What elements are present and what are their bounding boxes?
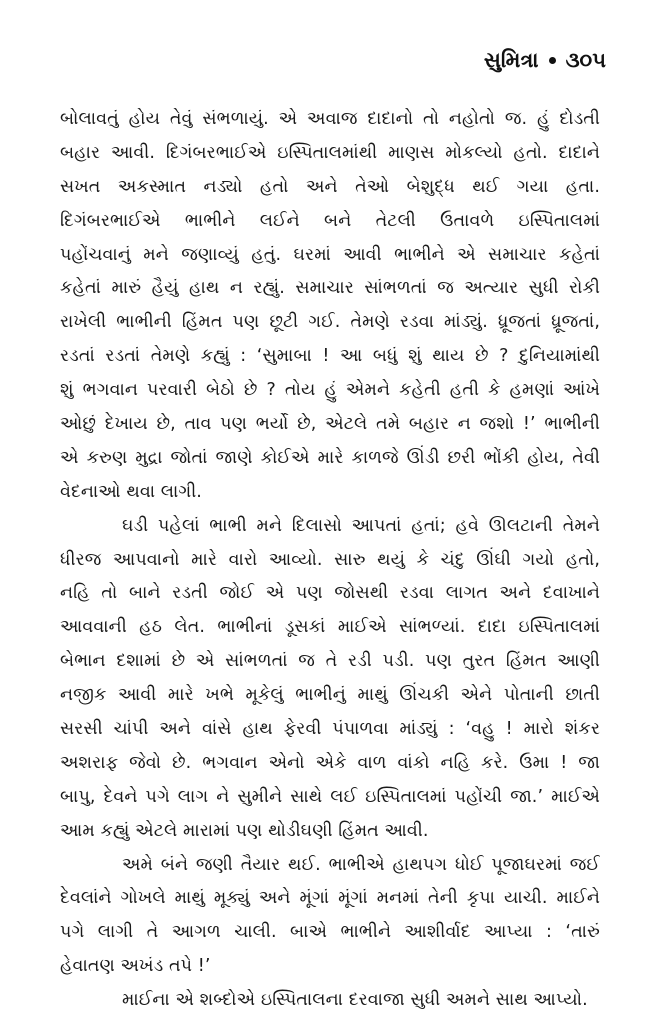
text-line: બેભાન દશામાં છે એ સાંભળતાં જ તે રડી પડી. પણ તુરત હિંમત આણી — [60, 651, 600, 672]
body-text — [60, 103, 600, 1018]
text-line: પહોંચવાનું મને જણાવ્યું હતું. ઘરમાં આવી ભાભીને એ સમાચાર કહેતાં — [60, 244, 600, 265]
page-number: ૩૦૫ — [565, 48, 606, 72]
text-line: અમે બંને જણી તૈયાર થઈ. ભાભીએ હાથપગ ધોઈ પૂજાઘરમાં જઈ — [122, 854, 600, 875]
bullet-separator — [549, 57, 556, 64]
text-line: માઈના એ શબ્દોએ ઇસ્પિતાલના દરવાજા સુધી અમને સાથ આપ્યો. — [122, 990, 588, 1011]
text-line: રડતાં રડતાં તેમણે કહ્યું : ‘સુમાબા ! આ બધું શું થાય છે ? દુનિયામાંથી — [60, 346, 600, 367]
running-header — [484, 48, 606, 73]
text-line: આવવાની હઠ લેત. ભાભીનાં ડૂસકાં માઈએ સાંભળ્યાં. દાદા ઇસ્પિતાલમાં — [60, 617, 600, 638]
text-line: ઘડી પહેલાં ભાભી મને દિલાસો આપતાં હતાં; હવે ઊલટાની તેમને — [122, 515, 600, 536]
text-line: દિગંબરભાઈએ ભાભીને લઈને બને તેટલી ઉતાવળે ઇસ્પિતાલમાં — [60, 210, 600, 231]
text-line: નજીક આવી મારે ખભે મૂકેલું ભાભીનું માથું ઊંચકી એને પોતાની છાતી — [60, 685, 600, 706]
text-line: ઓછું દેખાય છે, તાવ પણ ભર્યો છે, એટલે તમે બહાર ન જશો !’ ભાભીની — [60, 414, 600, 435]
text-line: અશરાફ જેવો છે. ભગવાન એનો એકે વાળ વાંકો નહિ કરે. ઉમા ! જા — [60, 752, 600, 773]
text-line: વેદનાઓ થવા લાગી. — [60, 481, 202, 502]
text-line: ધીરજ આપવાનો મારે વારો આવ્યો. સારુ થયું કે ચંદુ ઊંઘી ગયો હતો, — [60, 549, 600, 570]
text-line: બોલાવતું હોય તેવું સંભળાયું. એ અવાજ દાદાનો તો નહોતો જ. હું દોડતી — [60, 109, 600, 129]
book-title: સુમિત્રા — [483, 48, 539, 72]
text-line: નહિ તો બાને રડતી જોઈ એ પણ જોસથી રડવા લાગત અને દવાખાને — [60, 583, 600, 604]
text-line: એ કરુણ મુદ્રા જોતાં જાણે કોઈએ મારે કાળજે ઊંડી છરી ભોંકી હોય, તેવી — [60, 447, 600, 468]
text-line: બાપુ, દેવને પગે લાગ ને સુમીને સાથે લઈ ઇસ્પિતાલમાં પહોંચી જા.’ માઈએ — [60, 786, 600, 807]
text-line: સખત અકસ્માત નડ્યો હતો અને તેઓ બેશુદ્ધ થઈ ગયા હતા. — [60, 176, 600, 197]
text-line: શું ભગવાન પરવારી બેઠો છે ? તોય હું એમને કહેતી હતી કે હમણાં આંખે — [60, 380, 600, 401]
text-line: પગે લાગી તે આગળ ચાલી. બાએ ભાભીને આશીર્વાદ આપ્યા : ‘તારું — [60, 922, 600, 943]
text-line: બહાર આવી. દિગંબરભાઈએ ઇસ્પિતાલમાંથી માણસ મોકલ્યો હતો. દાદાને — [60, 142, 600, 163]
text-line: દેવલાંને ગોખલે માથું મૂક્યું અને મૂંગાં મૂંગાં મનમાં તેની કૃપા યાચી. માઈને — [60, 888, 600, 909]
text-line: કહેતાં મારું હૈયું હાથ ન રહ્યું. સમાચાર સાંભળતાં જ અત્યાર સુધી રોકી — [60, 278, 600, 299]
text-line: આમ કહ્યું એટલે મારામાં પણ થોડીઘણી હિંમત આવી. — [60, 820, 429, 841]
text-line: રાખેલી ભાભીની હિંમત પણ છૂટી ગઈ. તેમણે રડવા માંડ્યું. ધ્રૂજતાં ધ્રૂજતાં, — [60, 312, 600, 333]
text-line: હેવાતણ અખંડ તપે !’ — [60, 956, 211, 977]
text-line: સરસી ચાંપી અને વાંસે હાથ ફેરવી પંપાળવા માંડ્યું : ‘વહુ ! મારો શંકર — [60, 719, 600, 740]
